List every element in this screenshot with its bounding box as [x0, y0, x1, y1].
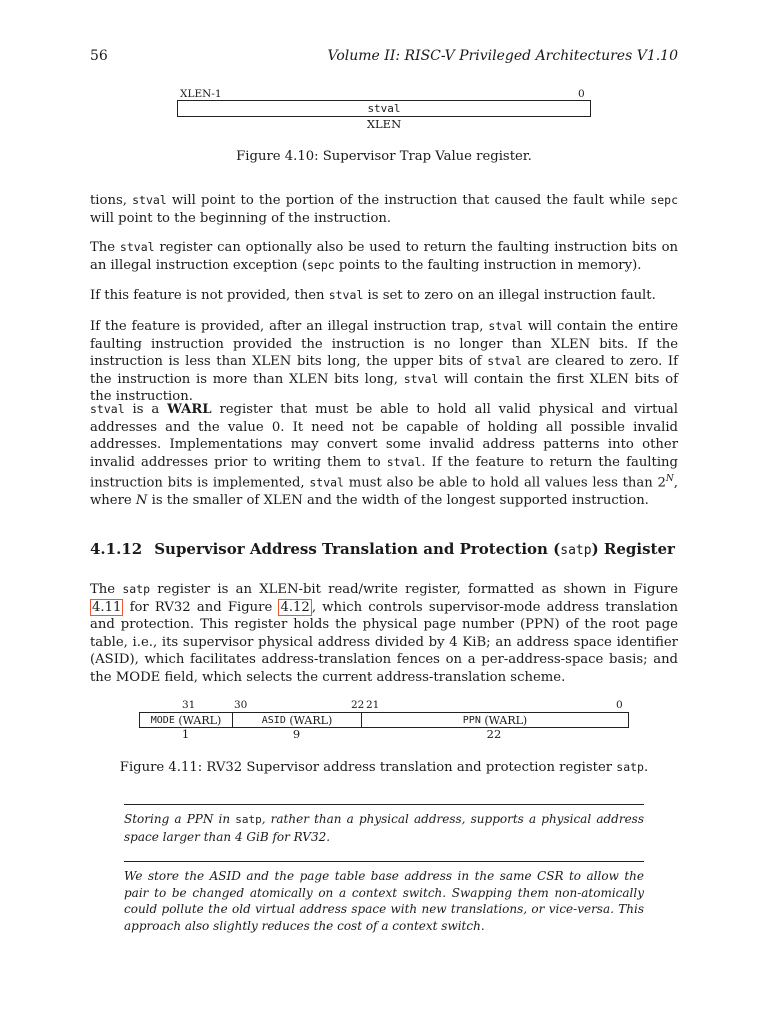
bit-label-0: 0 [616, 699, 623, 711]
bit-label-30: 30 [234, 699, 248, 711]
bit-label-22: 22 [351, 699, 365, 711]
section-heading: 4.1.12 Supervisor Address Translation and Protection (satp) Register [90, 540, 675, 558]
lsb-bit-label: 0 [578, 88, 585, 100]
mode-field: MODE (WARL) [140, 713, 233, 727]
ppn-field: PPN (WARL) [462, 713, 528, 727]
stval-width-label: XLEN [366, 117, 402, 131]
page-number: 56 [90, 48, 108, 64]
stval-field: stval [367, 102, 401, 115]
figure-caption-4-11: Figure 4.11: RV32 Supervisor address translation and protection register satp. [119, 760, 649, 775]
satp-register-box [139, 712, 629, 728]
paragraph-1: tions, stval will point to the portion of the instruction that caused the fault while sepc will point to the beginning of the instruction. [90, 193, 679, 226]
bit-label-31: 31 [182, 699, 196, 711]
mode-width-label: 1 [181, 727, 190, 741]
asid-width-label: 9 [292, 727, 301, 741]
commentary-note-1: Storing a PPN in satp, rather than a physical address, supports a physical address space larger than 4 GiB for RV32. [124, 804, 644, 845]
figure-4-11-link[interactable]: 4.11 [92, 599, 122, 615]
commentary-note-2: We store the ASID and the page table base address in the same CSR to allow the pair to be changed atomically on a context switch. Swapping them non-atomically could pollute the old virtual address space with new translations, or vice-versa. This approach also slightly reduces the cost of a context switch. [124, 861, 644, 934]
paragraph-4: If the feature is provided, after an illegal instruction trap, stval will contain the entire faulting instruction provided the instruction is no longer than XLEN bits. If the instruction is less than XLEN bits long, the upper bits of stval are cleared to zero. If the instruction is more than XLEN bits long, stval will contain the first XLEN bits of the instruction. [90, 319, 679, 405]
running-title: Volume II: RISC-V Privileged Architectures V1.10 [327, 48, 678, 64]
paragraph-5: stval is a WARL register that must be able to hold all valid physical and virtual addresses and the value 0. It need not be capable of holding all possible invalid addresses. Implementations may convert some invalid address patterns into other invalid addresses prior to writing them to stval. If the feature to return the faulting instruction bits is implemented, stval must also be able to hold all values less than $2^N$, where N is the smaller of XLEN and the width of the longest supported instruction. [90, 402, 678, 509]
satp-paragraph: The satp register is an XLEN-bit read/write register, formatted as shown in Figure 4.11 for RV32 and Figure 4.12 , which controls supervisor-mode address translation and protection. This register holds the physical page number (PPN) of the root page table, i.e., its supervisor physical address divided by 4 KiB; an address space identifier (ASID), which facilitates address-translation fences on a per-address-space basis; and the MODE field, which selects the current address-translation scheme. [90, 582, 678, 685]
figure-caption-4-10: Figure 4.10: Supervisor Trap Value register. [236, 149, 532, 164]
paragraph-3: If this feature is not provided, then stval is set to zero on an illegal instruction fault. [90, 288, 656, 303]
paragraph-2: The stval register can optionally also be used to return the faulting instruction bits on an illegal instruction exception (sepc points to the faulting instruction in memory). [90, 240, 678, 273]
stval-register-box [177, 100, 591, 117]
asid-field: ASID (WARL) [233, 713, 362, 727]
bit-label-21: 21 [366, 699, 380, 711]
msb-bit-label: XLEN-1 [180, 88, 222, 100]
ppn-width-label: 22 [486, 727, 502, 741]
figure-4-12-link[interactable]: 4.12 [280, 599, 310, 615]
